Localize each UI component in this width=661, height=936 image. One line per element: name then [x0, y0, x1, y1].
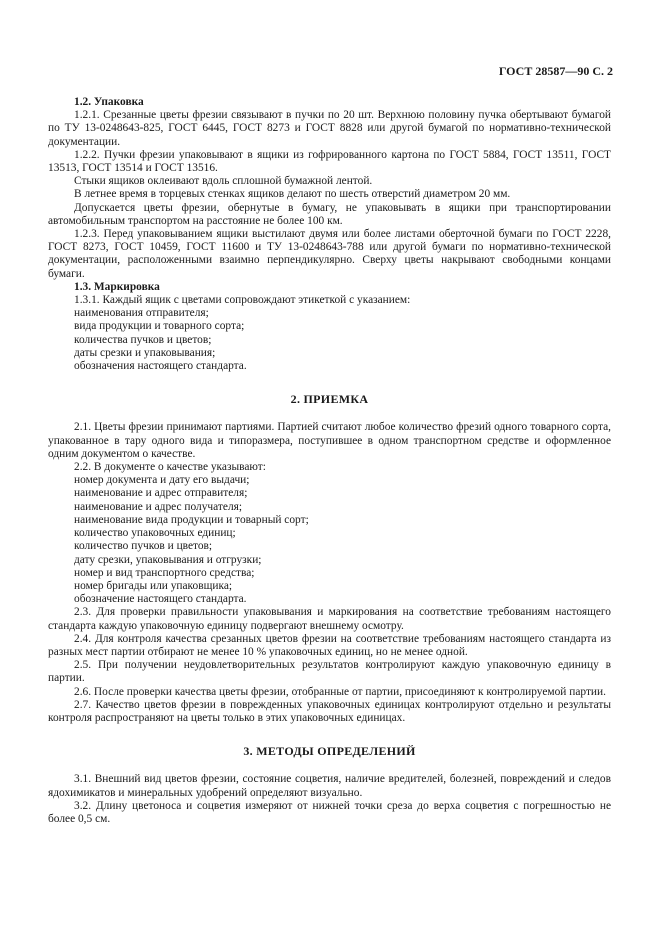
paragraph: Допускается цветы фрезии, обернутые в бумагу, не упаковывать в ящики при транспортировании автомобильным транспортом на расстояние не более 100 км.: [48, 201, 611, 227]
paragraph: 2.6. После проверки качества цветы фрезии, отобранные от партии, присоединяют к контролируемой партии.: [74, 685, 606, 698]
list-item: номер документа и дату его выдачи;: [74, 474, 250, 487]
list-item: номер бригады или упаковщика;: [74, 579, 233, 592]
paragraph: 3.1. Внешний вид цветов фрезии, состояние соцветия, наличие вредителей, болезней, повреждений и следов ядохимикатов и минеральных удобрений определяют визуально.: [48, 773, 611, 799]
document-body: [48, 96, 611, 826]
list-item: количество упаковочных единиц;: [74, 527, 236, 540]
paragraph: 1.2.1. Срезанные цветы фрезии связывают в пучки по 20 шт. Верхнюю половину пучка обертывают бумагой по ТУ 13-0248643-825, ГОСТ 6445, ГОСТ 8273 и ГОСТ 8828 или другой бумагой по нормативно-технической документации.: [48, 109, 611, 148]
paragraph: 3.2. Длину цветоноса и соцветия измеряют от нижней точки среза до верха соцветия с погрешностью не более 0,5 см.: [48, 799, 611, 825]
paragraph: В летнее время в торцевых стенках ящиков делают по шесть отверстий диаметром 20 мм.: [74, 188, 511, 201]
paragraph: 1.2.2. Пучки фрезии упаковывают в ящики из гофрированного картона по ГОСТ 5884, ГОСТ 13511, ГОСТ 13513, ГОСТ 13514 и ГОСТ 13516.: [48, 148, 611, 175]
list-item: обозначение настоящего стандарта.: [74, 593, 247, 606]
list-item: наименование и адрес получателя;: [74, 500, 243, 513]
section-2-acceptance: [48, 421, 611, 725]
section-title-acceptance: 2. ПРИЕМКА: [290, 392, 369, 407]
section-heading: 1.2. Упаковка: [74, 96, 144, 108]
paragraph: 2.2. В документе о качестве указывают:: [74, 461, 266, 474]
section-1-2-packaging: [48, 96, 611, 281]
paragraph: 2.3. Для проверки правильности упаковывания и маркирования на соответствие требованиям настоящего стандарта каждую упаковочную единицу подвергают внешнему осмотру.: [48, 606, 611, 632]
list-item: наименование вида продукции и товарный сорт;: [74, 513, 309, 526]
list-item: количество пучков и цветов;: [74, 540, 213, 553]
section-3-methods: [48, 773, 611, 826]
list-item: дату срезки, упаковывания и отгрузки;: [74, 553, 262, 566]
section-heading: 1.3. Маркировка: [74, 280, 160, 293]
paragraph: 1.3.1. Каждый ящик с цветами сопровождают этикеткой с указанием:: [74, 294, 411, 307]
list-item: вида продукции и товарного сорта;: [74, 320, 245, 333]
running-head: ГОСТ 28587—90 С. 2: [498, 64, 613, 78]
paragraph: 2.1. Цветы фрезии принимают партиями. Партией считают любое количество фрезий одного товарного сорта, упакованное в тару одного вида и типоразмера, поступившее в одном транспортном средстве и оформленное одним документом о качестве.: [48, 421, 611, 460]
list-item: обозначения настоящего стандарта.: [74, 360, 247, 373]
list-item: количества пучков и цветов;: [74, 333, 212, 346]
section-title-methods: 3. МЕТОДЫ ОПРЕДЕЛЕНИЙ: [243, 744, 416, 759]
paragraph: Стыки ящиков оклеивают вдоль сплошной бумажной лентой.: [74, 175, 373, 188]
section-1-3-marking: [48, 281, 611, 373]
paragraph: 2.4. Для контроля качества срезанных цветов фрезии на соответствие требованиям настоящего стандарта из разных мест партии отбирают не менее 10 % упаковочных единиц, но не менее одной.: [48, 632, 611, 658]
list-item: даты срезки и упаковывания;: [74, 346, 216, 359]
paragraph: 2.5. При получении неудовлетворительных результатов контролируют каждую упаковочную единицу в партии.: [48, 659, 611, 685]
list-item: наименование и адрес отправителя;: [74, 487, 248, 500]
paragraph: 1.2.3. Перед упаковыванием ящики выстилают двумя или более листами оберточной бумаги по ГОСТ 2228, ГОСТ 8273, ГОСТ 10459, ГОСТ 11600 и ТУ 13-0248643-788 или другой бумаги по нормативно-технической документации, расположенными взаимно перпендикулярно. Сверху цветы накрывают свободными концами бумаги.: [48, 228, 611, 280]
list-item: номер и вид транспортного средства;: [74, 566, 255, 579]
list-item: наименования отправителя;: [74, 307, 209, 320]
paragraph: 2.7. Качество цветов фрезии в поврежденных упаковочных единицах контролируют отдельно и результаты контроля распространяют на цветы только в этих упаковочных единицах.: [48, 698, 611, 724]
